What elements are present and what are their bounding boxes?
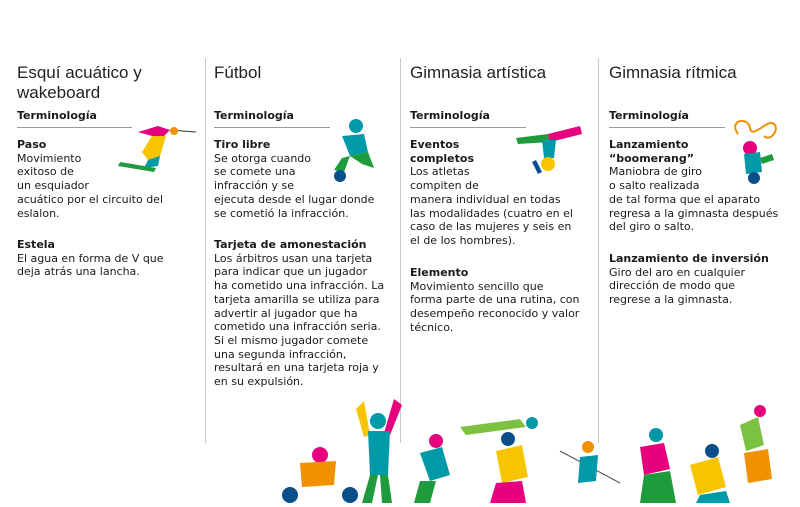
terminology-label: Terminología	[410, 109, 490, 122]
entry-line: dirección de modo que	[609, 279, 736, 293]
entry-line: Giro del aro en cualquier	[609, 265, 745, 279]
glossary-entry	[609, 252, 794, 307]
entry-line: técnico.	[410, 320, 454, 334]
column-title: Gimnasia artística	[410, 63, 547, 82]
entry-line: infracción y se	[214, 179, 295, 193]
entry-term: Estela	[17, 238, 55, 251]
terminology-label: Terminología	[609, 109, 689, 122]
entry-line: Los árbitros usan una tarjeta	[214, 251, 373, 265]
column-divider	[598, 58, 599, 443]
entry-line: resultará en una tarjeta roja y	[214, 361, 379, 375]
entry-term: Lanzamiento	[609, 138, 689, 151]
entry-term: Lanzamiento de inversión	[609, 252, 769, 265]
entry-line: regrese a la gimnasta.	[609, 293, 733, 307]
entry-line: del giro o salto.	[609, 220, 694, 234]
entry-line: las modalidades (cuatro en el	[410, 206, 573, 220]
entry-term: completos	[410, 151, 475, 165]
title-line: Esquí acuático y	[17, 63, 142, 82]
entry-line: de tal forma que el aparato	[609, 192, 761, 206]
entry-line: regresa a la gimnasta después	[609, 206, 779, 220]
entry-line: Los atletas	[410, 165, 470, 179]
glossary-entry	[410, 266, 595, 335]
terminology-rule	[17, 127, 132, 128]
glossary-entry	[17, 138, 197, 220]
entry-line: o salto realizada	[609, 179, 700, 193]
entry-term: Elemento	[410, 266, 469, 279]
column-divider	[400, 58, 401, 443]
entry-line: eslalon.	[17, 206, 60, 220]
entry-line: para indicar que un jugador	[214, 265, 368, 279]
terminology-rule	[609, 127, 725, 128]
column-divider	[205, 58, 206, 443]
entry-line: una segunda infracción,	[214, 347, 347, 361]
entry-line: Si el mismo jugador comete	[214, 333, 369, 347]
title-line: wakeboard	[17, 83, 101, 102]
pan-am-athletes-illustration	[260, 395, 800, 507]
entry-line: se comete una	[214, 165, 296, 179]
entry-term: Paso	[17, 138, 47, 151]
entry-line: se cometió la infracción.	[214, 206, 349, 220]
column-title: Gimnasia rítmica	[609, 63, 737, 82]
entry-term: Eventos	[410, 138, 460, 151]
entry-line: ejecuta desde el lugar donde	[214, 192, 375, 206]
terminology-label: Terminología	[17, 109, 97, 122]
glossary-entry	[410, 138, 595, 248]
entry-line: forma parte de una rutina, con	[410, 293, 580, 307]
glossary-entry	[214, 138, 399, 220]
entry-term: Tarjeta de amonestación	[214, 238, 367, 251]
entry-line: Se otorga cuando	[214, 151, 312, 165]
entry-line: cometido una infracción seria.	[214, 320, 381, 334]
entry-line: Movimiento sencillo que	[410, 279, 544, 293]
column-title: Fútbol	[214, 63, 262, 82]
entry-line: Maniobra de giro	[609, 165, 703, 179]
entry-term: Tiro libre	[214, 138, 271, 151]
glossary-entry	[214, 238, 399, 389]
entry-term: “boomerang”	[609, 151, 694, 165]
terminology-rule	[410, 127, 526, 128]
entry-line: manera individual en todas	[410, 192, 561, 206]
entry-line: ha cometido una infracción. La	[214, 279, 385, 293]
entry-line: exitoso de	[17, 165, 74, 179]
entry-line: El agua en forma de V que	[17, 251, 164, 265]
entry-line: tarjeta amarilla se utiliza para	[214, 292, 380, 306]
entry-line: compiten de	[410, 179, 479, 193]
entry-line: deja atrás una lancha.	[17, 265, 140, 279]
terminology-label: Terminología	[214, 109, 294, 122]
entry-line: el de los hombres).	[410, 233, 516, 247]
entry-line: advertir al jugador que ha	[214, 306, 358, 320]
entry-line: en su expulsión.	[214, 375, 304, 389]
terminology-rule	[214, 127, 330, 128]
entry-line: acuático por el circuito del	[17, 192, 164, 206]
glossary-entry	[609, 138, 794, 234]
column-title	[17, 63, 197, 103]
glossary-entry	[17, 238, 197, 279]
entry-line: Movimiento	[17, 151, 82, 165]
entry-line: desempeño reconocido y valor	[410, 307, 580, 321]
entry-line: un esquiador	[17, 179, 89, 193]
entry-line: caso de las mujeres y seis en	[410, 220, 572, 234]
